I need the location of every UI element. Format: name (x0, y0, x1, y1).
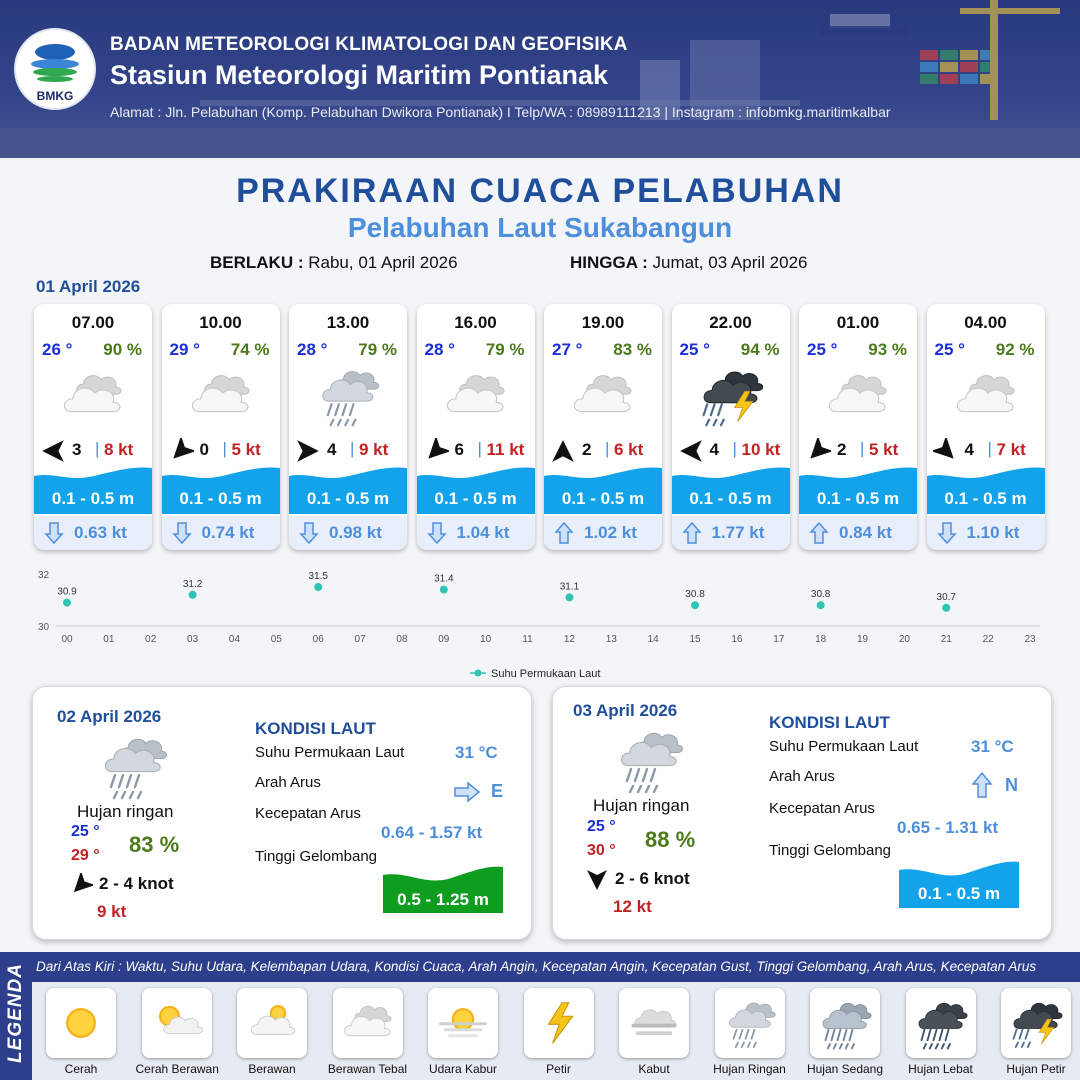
hourly-card (289, 304, 407, 550)
card-wind-separator: | (222, 439, 227, 458)
day2-arus-label: Arah Arus (255, 774, 321, 791)
validity-to-label: HINGGA : (570, 253, 648, 272)
card-current-speed: 0.63 kt (74, 523, 127, 542)
card-wind (40, 438, 150, 462)
sst-chart-svg (30, 566, 1050, 681)
day2-current-speed: 0.64 - 1.57 kt (381, 823, 483, 842)
card-time: 22.00 (709, 313, 752, 332)
card-temperature: 26 ° (42, 340, 73, 359)
sst-x-tick: 15 (689, 634, 701, 645)
card-gust: 8 kt (104, 440, 134, 459)
day3-gust: 12 kt (613, 897, 652, 916)
legend-item (40, 988, 122, 1076)
card-wind-speed: 2 (837, 440, 847, 459)
day2-wave-value: 0.5 - 1.25 m (397, 890, 489, 909)
day3-wave-value: 0.1 - 0.5 m (917, 884, 1001, 903)
day3-condition: Hujan ringan (593, 796, 690, 815)
sst-x-tick: 10 (480, 634, 492, 645)
card-wind (933, 438, 1043, 462)
card-humidity: 79 % (358, 340, 397, 359)
legend-icon-box (46, 988, 116, 1058)
legend-item-label: Kabut (638, 1062, 670, 1076)
sst-data-label: 31.5 (308, 571, 328, 582)
sst-point (817, 601, 825, 609)
berawan-tebal-icon (566, 364, 640, 428)
card-wind-separator: | (987, 439, 992, 458)
berawan-icon (242, 995, 302, 1051)
sst-x-tick: 21 (940, 634, 952, 645)
card-gust: 11 kt (486, 440, 525, 459)
current-direction-arrow-icon (937, 521, 957, 545)
legend-item (900, 988, 982, 1076)
legend-item-label: Berawan Tebal (327, 1062, 408, 1076)
validity-to (570, 253, 807, 273)
day3-kec-label: Kecepatan Arus (769, 800, 875, 817)
berawan-tebal-icon (949, 364, 1023, 428)
sst-x-tick: 02 (145, 634, 157, 645)
card-humidity: 94 % (740, 340, 780, 359)
legend-item-label: Berawan (248, 1062, 296, 1076)
legend-item (136, 988, 218, 1076)
bmkg-logo (14, 28, 96, 110)
current-direction-arrow-icon (682, 521, 702, 545)
sst-x-tick: 05 (270, 634, 282, 645)
sst-x-tick: 11 (522, 634, 533, 645)
card-wind-separator: | (732, 439, 737, 458)
page-title: PRAKIRAAN CUACA PELABUHAN (236, 172, 844, 210)
hourly-card (544, 304, 662, 550)
legend-icon-box (715, 988, 785, 1058)
card-wind-speed: 4 (327, 440, 337, 459)
day2-panel (32, 686, 532, 940)
card-current (34, 516, 152, 550)
header-banner (0, 0, 1080, 158)
card-humidity: 90 % (103, 340, 142, 359)
hourly-card (417, 304, 535, 550)
sst-x-tick: 09 (438, 634, 450, 645)
sst-x-tick: 07 (354, 634, 366, 645)
legend-item-label: Hujan Petir (1006, 1062, 1066, 1076)
wind-direction-arrow-icon (805, 438, 831, 464)
berawan-tebal-icon (184, 364, 258, 428)
sst-data-label: 30.7 (936, 591, 956, 603)
sst-data-label: 30.8 (810, 589, 831, 601)
card-wind (805, 438, 915, 462)
legend-icon-box (428, 988, 498, 1058)
sst-y-tick: 30 (38, 622, 50, 633)
day2-current-arrow-icon (453, 781, 481, 803)
card-wind-separator: | (350, 439, 355, 458)
card-temperature: 25 ° (807, 340, 838, 359)
legend-item-label: Cerah (64, 1062, 98, 1076)
sst-x-tick: 13 (605, 634, 617, 645)
day2-sst-label: Suhu Permukaan Laut (255, 744, 405, 761)
sst-y-tick: 32 (38, 570, 50, 581)
station-name: Stasiun Meteorologi Maritim Pontianak (110, 60, 609, 90)
berawan-tebal-icon (56, 364, 130, 428)
wind-direction-arrow-icon (40, 438, 66, 464)
legend-side-title (0, 952, 32, 1080)
card-current-speed: 1.77 kt (711, 523, 765, 542)
legend-panel (0, 952, 1080, 1080)
card-gust: 5 kt (231, 440, 261, 459)
legend-icon-box (619, 988, 689, 1058)
card-wind-speed: 6 (454, 440, 464, 459)
sst-point (691, 601, 699, 609)
day3-sst-label: Suhu Permukaan Laut (769, 738, 919, 755)
card-gust: 7 kt (996, 440, 1026, 459)
sst-point (942, 604, 950, 612)
sst-point (63, 599, 71, 607)
sst-x-tick: 19 (856, 634, 869, 645)
card-gust: 9 kt (359, 440, 389, 459)
sst-x-tick: 22 (982, 634, 994, 645)
sst-point (189, 591, 197, 599)
hujan-petir-icon (1006, 995, 1066, 1051)
card-humidity: 93 % (868, 340, 907, 359)
hourly-card (799, 304, 917, 550)
sst-x-tick: 16 (731, 634, 743, 645)
day2-wave-label: Tinggi Gelombang (255, 848, 378, 865)
day2-gust: 9 kt (97, 902, 127, 921)
card-time: 07.00 (71, 313, 115, 332)
card-time: 01.00 (836, 313, 880, 332)
card-humidity: 83 % (613, 340, 652, 359)
card-wind-speed: 4 (709, 440, 719, 459)
hujan-lebat-icon (911, 995, 971, 1051)
card-current (799, 516, 917, 550)
current-direction-arrow-icon (554, 521, 574, 545)
bmkg-emblem-icon (16, 30, 94, 108)
legend-item (422, 988, 504, 1076)
sst-data-label: 31.2 (182, 578, 203, 590)
legend-item-label: Hujan Sedang (806, 1062, 884, 1076)
card-wind (550, 438, 660, 462)
validity-from-label: BERLAKU : (210, 253, 304, 272)
card-gust: 6 kt (614, 440, 644, 459)
day2-temp-min: 25 ° (71, 823, 100, 840)
legend-item (231, 988, 313, 1076)
hourly-forecast-cards (34, 304, 1054, 552)
card-gust: 10 kt (741, 440, 781, 459)
sst-x-tick: 01 (103, 634, 115, 645)
card-wind-speed: 2 (582, 440, 592, 459)
card-current (417, 516, 535, 550)
legend-icon-box (1001, 988, 1071, 1058)
hourly-card (672, 304, 790, 550)
card-wind-separator: | (477, 439, 482, 458)
legend-item (995, 988, 1077, 1076)
day3-panel (552, 686, 1052, 940)
card-current-speed: 1.02 kt (584, 523, 637, 542)
sst-x-tick: 04 (228, 634, 241, 645)
card-wave-height: 0.1 - 0.5 m (689, 489, 772, 508)
legend-icon-box (524, 988, 594, 1058)
current-direction-arrow-icon (172, 521, 192, 545)
day3-current-speed: 0.65 - 1.31 kt (897, 818, 999, 837)
page-subtitle: Pelabuhan Laut Sukabangun (347, 212, 733, 243)
current-direction-arrow-icon (809, 521, 829, 545)
legend-item-label: Cerah Berawan (135, 1062, 219, 1076)
hujan-sedang-icon (815, 995, 875, 1051)
legend-item (709, 988, 791, 1076)
legend-icon-box (142, 988, 212, 1058)
hourly-card (927, 304, 1045, 550)
legend-title: LEGENDA (5, 963, 26, 1063)
wind-direction-arrow-icon (933, 438, 959, 464)
udara-kabur-icon (433, 995, 493, 1051)
sst-x-tick: 17 (773, 634, 785, 645)
card-wind-separator: | (860, 439, 865, 458)
card-current-speed: 0.84 kt (839, 523, 892, 542)
card-time: 04.00 (964, 313, 1007, 332)
cerah-berawan-icon (147, 995, 207, 1051)
card-time: 13.00 (326, 313, 370, 332)
card-temperature: 29 ° (169, 340, 200, 359)
wind-direction-arrow-icon (423, 438, 449, 464)
current-direction-arrow-icon (44, 521, 64, 545)
day3-wave-label: Tinggi Gelombang (769, 842, 892, 859)
sst-x-tick: 06 (312, 634, 324, 645)
org-name: BADAN METEOROLOGI KLIMATOLOGI DAN GEOFISIKA (110, 34, 628, 55)
card-wave-height: 0.1 - 0.5 m (944, 489, 1027, 508)
hourly-card (34, 304, 152, 550)
sst-data-label: 30.9 (57, 586, 77, 598)
hourly-card (162, 304, 280, 550)
sst-x-tick: 08 (396, 634, 408, 645)
card-wave-height: 0.1 - 0.5 m (816, 489, 900, 508)
station-address: Alamat : Jln. Pelabuhan (Komp. Pelabuhan Dwikora Pontianak) I Telp/WA : 08989111213 | Instagram : infobmkg.maritimkalbar (110, 104, 891, 120)
card-temperature: 25 ° (934, 340, 965, 359)
sst-point (565, 593, 573, 601)
hujan-ringan-icon (720, 995, 780, 1051)
card-wave-height: 0.1 - 0.5 m (306, 489, 390, 508)
sst-legend-marker (475, 670, 482, 677)
card-wind (168, 438, 278, 462)
current-direction-arrow-icon (299, 521, 319, 545)
sst-point (314, 583, 322, 591)
card-temperature: 25 ° (679, 340, 710, 359)
card-gust: 5 kt (869, 440, 899, 459)
card-wind (423, 438, 533, 462)
sst-chart (30, 566, 1050, 681)
legend-description: Dari Atas Kiri : Waktu, Suhu Udara, Kelembapan Udara, Kondisi Cuaca, Arah Angin, Kecepatan Angin, Kecepatan Gust, Tinggi Gelombang, Arah Arus, Kecepatan Arus (36, 959, 1037, 974)
card-temperature: 28 ° (297, 340, 328, 359)
petir-icon (529, 995, 589, 1051)
day3-temp-min: 25 ° (587, 818, 616, 835)
card-time: 19.00 (581, 313, 625, 332)
legend-item-label: Hujan Lebat (908, 1062, 973, 1076)
card-current-speed: 1.10 kt (966, 523, 1020, 542)
sst-x-tick: 20 (898, 634, 910, 645)
day3-wind-arrow-icon (585, 868, 609, 892)
day2-temp-max: 29 ° (71, 847, 100, 864)
day2-condition: Hujan ringan (77, 802, 174, 821)
day3-current-arrow-icon (971, 771, 993, 799)
validity-from (210, 253, 458, 273)
day2-weather-icon (93, 731, 173, 801)
sst-x-tick: 03 (187, 634, 199, 645)
card-temperature: 28 ° (424, 340, 455, 359)
card-wind-separator: | (95, 439, 100, 458)
day3-temp-max: 30 ° (587, 842, 616, 859)
sst-x-tick: 23 (1024, 634, 1036, 645)
card-current-speed: 1.04 kt (456, 523, 510, 542)
card-current-speed: 0.74 kt (201, 523, 255, 542)
berawan-tebal-icon (338, 995, 398, 1051)
legend-item (804, 988, 886, 1076)
legend-icon-box (237, 988, 307, 1058)
card-wind (295, 438, 405, 462)
logo-text: BMKG (36, 89, 74, 103)
card-current (544, 516, 662, 550)
berawan-tebal-icon (439, 364, 513, 428)
card-wind-speed: 0 (199, 440, 209, 459)
validity-to-value: Jumat, 03 April 2026 (652, 253, 808, 272)
card-wind (678, 438, 788, 462)
day3-current-direction: N (1005, 775, 1018, 795)
hujan-ringan-icon (311, 364, 385, 428)
day2-current-direction: E (491, 781, 504, 801)
day3-arus-label: Arah Arus (769, 768, 835, 785)
card-wind-speed: 4 (964, 440, 974, 459)
card-humidity: 74 % (230, 340, 270, 359)
sst-x-tick: 18 (815, 634, 827, 645)
legend-icon-box (333, 988, 403, 1058)
day2-kec-label: Kecepatan Arus (255, 805, 361, 822)
day2-wind-arrow-icon (69, 873, 93, 897)
card-current-speed: 0.98 kt (329, 523, 382, 542)
sst-x-tick: 00 (61, 634, 73, 645)
card-wind-speed: 3 (72, 440, 82, 459)
legend-item (327, 988, 409, 1076)
day3-weather-icon (609, 725, 689, 795)
card-current (162, 516, 280, 550)
card-current (289, 516, 407, 550)
wind-direction-arrow-icon (295, 438, 321, 464)
legend-item-label: Udara Kabur (428, 1062, 498, 1076)
wind-direction-arrow-icon (678, 438, 704, 464)
day2-wind-speed: 2 - 4 knot (99, 874, 174, 893)
day3-sst-value: 31 °C (971, 737, 1014, 756)
kabut-icon (624, 995, 684, 1051)
card-current (672, 516, 790, 550)
day3-kondisi-title: KONDISI LAUT (769, 713, 890, 732)
legend-item (518, 988, 600, 1076)
hujan-petir-icon (694, 364, 768, 428)
card-humidity: 79 % (485, 340, 525, 359)
legend-icon-box (810, 988, 880, 1058)
sst-legend-label: Suhu Permukaan Laut (491, 668, 601, 680)
day2-date: 02 April 2026 (57, 707, 162, 726)
berawan-tebal-icon (821, 364, 895, 428)
wind-direction-arrow-icon (550, 438, 576, 464)
wind-direction-arrow-icon (168, 438, 194, 464)
card-wind-separator: | (605, 439, 610, 458)
day3-humidity: 88 % (645, 827, 696, 852)
sst-data-label: 30.8 (685, 589, 705, 601)
card-wave-height: 0.1 - 0.5 m (434, 489, 517, 508)
cerah-icon (51, 995, 111, 1051)
legend-item (613, 988, 695, 1076)
card-current (927, 516, 1045, 550)
day1-date: 01 April 2026 (36, 277, 141, 296)
day3-date: 03 April 2026 (573, 701, 678, 720)
card-time: 16.00 (454, 313, 497, 332)
validity-from-value: Rabu, 01 April 2026 (308, 253, 458, 272)
current-direction-arrow-icon (427, 521, 447, 545)
sst-x-tick: 12 (563, 634, 575, 645)
sst-data-label: 31.1 (559, 581, 580, 593)
day2-sst-value: 31 °C (455, 743, 498, 762)
day2-kondisi-title: KONDISI LAUT (255, 719, 376, 738)
sst-data-label: 31.4 (434, 573, 454, 585)
card-temperature: 27 ° (552, 340, 583, 359)
sst-x-tick: 14 (647, 634, 659, 645)
card-wave-height: 0.1 - 0.5 m (561, 489, 645, 508)
legend-item-label: Hujan Ringan (713, 1062, 786, 1076)
legend-description-strip (32, 952, 1080, 982)
day2-humidity: 83 % (129, 832, 180, 857)
legend-icon-box (906, 988, 976, 1058)
sst-point (440, 586, 448, 594)
card-wave-height: 0.1 - 0.5 m (179, 489, 262, 508)
legend-item-label: Petir (546, 1062, 571, 1076)
day3-wind-speed: 2 - 6 knot (615, 869, 690, 888)
card-humidity: 92 % (995, 340, 1035, 359)
card-wave-height: 0.1 - 0.5 m (51, 489, 135, 508)
card-time: 10.00 (199, 313, 242, 332)
